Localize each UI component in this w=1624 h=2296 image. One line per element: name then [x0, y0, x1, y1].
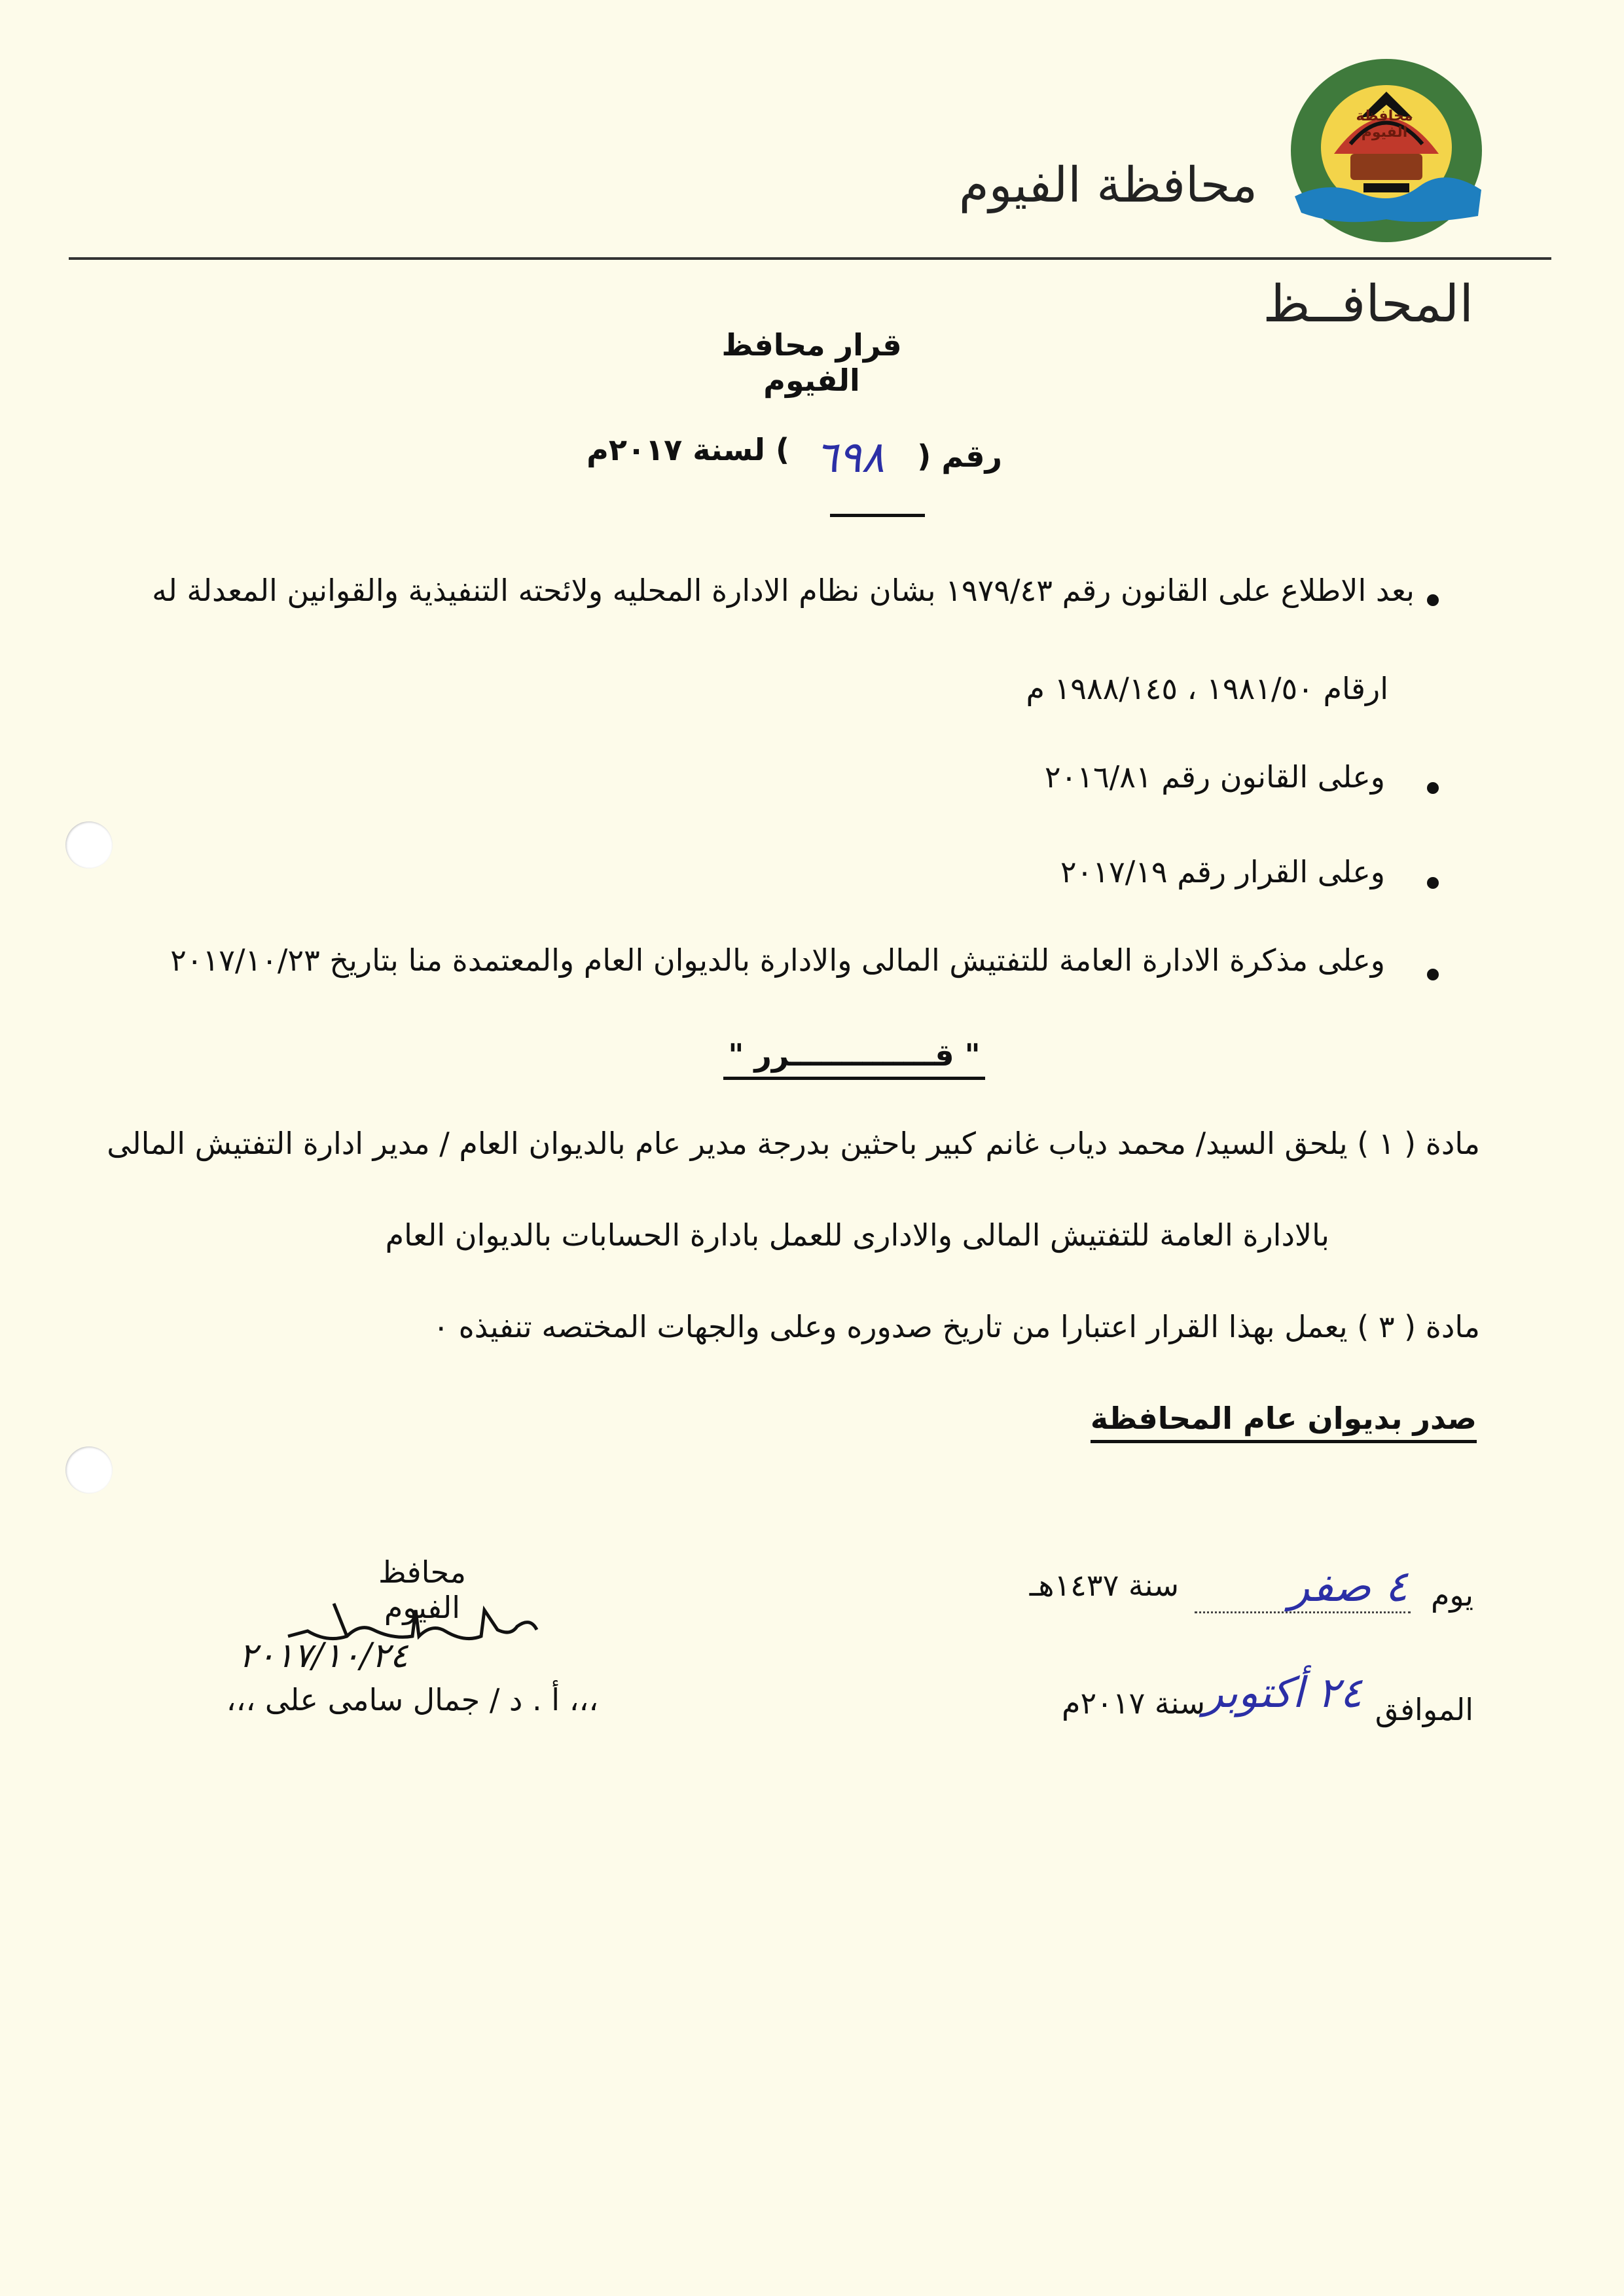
governorate-name: محافظة الفيوم	[958, 157, 1257, 213]
preamble-bullet	[1427, 969, 1439, 980]
day-label: يوم	[1430, 1577, 1473, 1613]
decision-number-prefix: رقم (	[917, 439, 1002, 474]
signatory-name: ،،، أ . د / جمال سامى على ،،،	[226, 1682, 599, 1717]
punch-hole-lower	[65, 1446, 113, 1494]
hijri-year: سنة ١٤٣٧هـ	[1029, 1568, 1179, 1603]
signatory-title: محافظ الفيوم	[378, 1554, 466, 1625]
article-1-line-1: مادة ( ١ ) يلحق السيد/ محمد دياب غانم كبير باحثين بدرجة مدير عام بالديوان العام / مدير ادارة التفتيش المالى	[107, 1126, 1480, 1161]
hijri-dots	[1195, 1611, 1411, 1613]
preamble-item-4: وعلى مذكرة الادارة العامة للتفتيش المالى والادارة بالديوان العام والمعتمدة منا بتاريخ ٢٠١٧/١٠/٢٣	[170, 942, 1385, 978]
resolves-heading: " قــــــــــــــرر "	[723, 1037, 985, 1080]
preamble-item-1: بعد الاطلاع على القانون رقم ١٩٧٩/٤٣ بشان نظام الادارة المحليه ولائحته التنفيذية والقوانين المعدلة له	[152, 573, 1415, 608]
gregorian-year: سنة ٢٠١٧م	[1061, 1685, 1205, 1721]
gregorian-label: الموافق	[1375, 1692, 1473, 1727]
hijri-day-handwritten: ٤ صفر	[1288, 1561, 1408, 1611]
header-rule	[69, 257, 1551, 260]
preamble-bullet	[1427, 594, 1439, 606]
punch-hole-upper	[65, 821, 113, 869]
preamble-bullet	[1427, 782, 1439, 794]
preamble-bullet	[1427, 877, 1439, 889]
number-underline	[830, 514, 925, 517]
article-1-line-2: بالادارة العامة للتفتيش المالى والادارى للعمل بادارة الحسابات بالديوان العام	[385, 1217, 1329, 1253]
preamble-item-3: وعلى القرار رقم ٢٠١٧/١٩	[1060, 854, 1385, 889]
fayoum-emblem-icon	[1288, 56, 1485, 245]
issued-at: صدر بديوان عام المحافظة	[1091, 1401, 1477, 1443]
office-title: المحافــظ	[1263, 275, 1473, 334]
decision-title: قرار محافظ الفيوم	[721, 327, 902, 398]
signature-date-handwritten: ٢٠١٧/١٠/٢٤	[239, 1636, 408, 1676]
gregorian-day-handwritten: ٢٤ أكتوبر	[1203, 1669, 1362, 1717]
preamble-item-1-cont: ارقام ١٩٨١/٥٠ ، ١٩٨٨/١٤٥ م	[1026, 671, 1388, 706]
emblem-text: محافظة الفيوم	[1356, 108, 1413, 141]
decision-number-handwritten: ٦٩٨	[815, 432, 885, 482]
article-3: مادة ( ٣ ) يعمل بهذا القرار اعتبارا من تاريخ صدوره وعلى والجهات المختصه تنفيذه ٠	[433, 1309, 1480, 1344]
preamble-item-2: وعلى القانون رقم ٢٠١٦/٨١	[1044, 759, 1385, 795]
decision-number-suffix: ) لسنة ٢٠١٧م	[586, 432, 789, 467]
